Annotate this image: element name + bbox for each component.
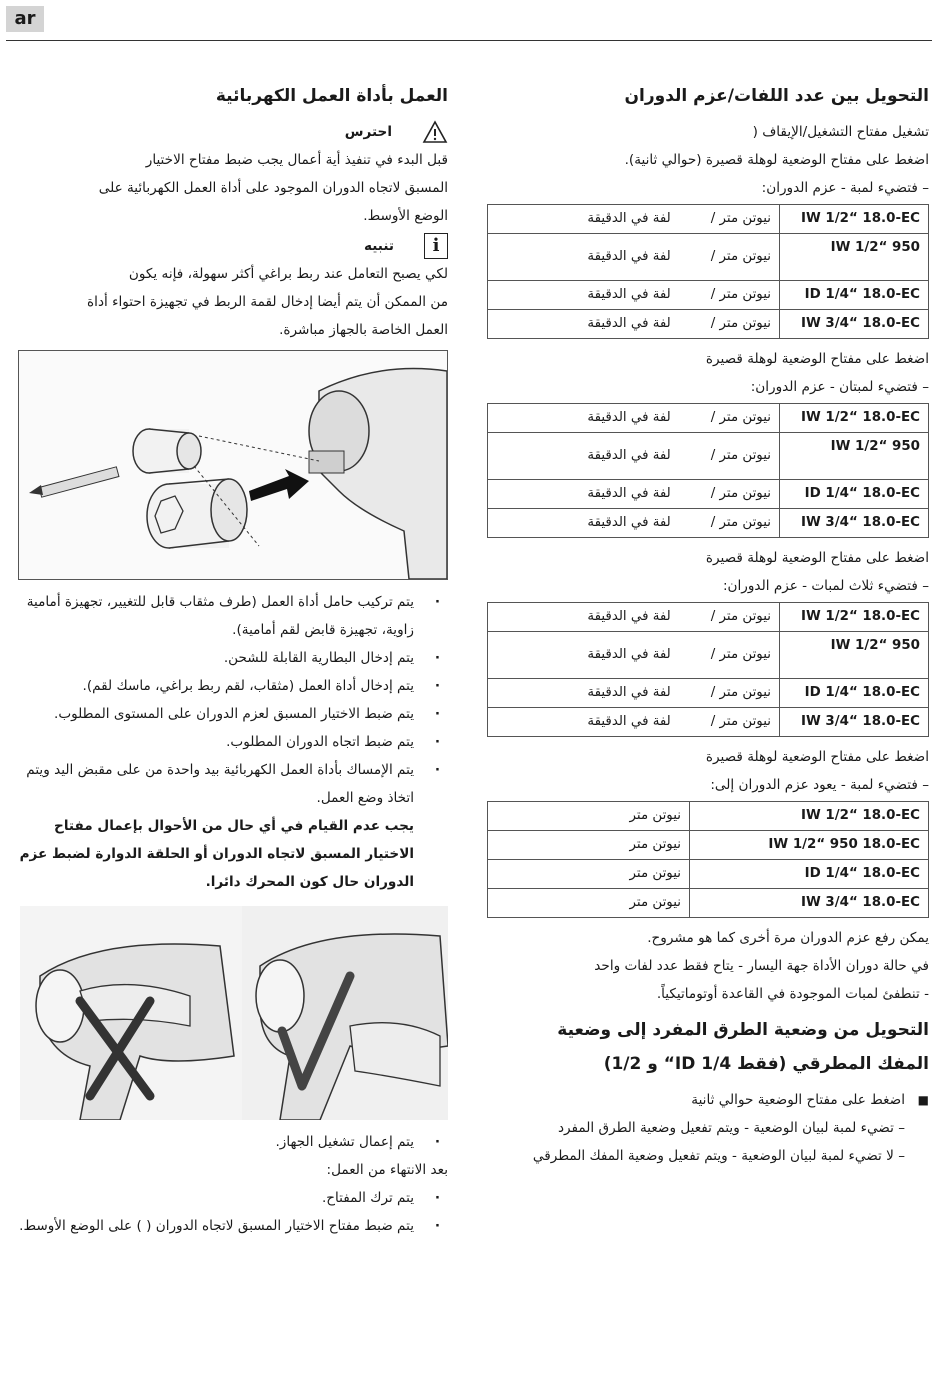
model-cell: IW 1/2“ 18.0-EC bbox=[780, 205, 929, 234]
bit-insertion-drawing bbox=[19, 351, 447, 579]
model-cell: IW 1/2“ 18.0-EC bbox=[780, 603, 929, 632]
unit-rpm: لفة في الدقيقة bbox=[587, 515, 671, 530]
after-work-label: بعد الانتهاء من العمل: bbox=[326, 1162, 448, 1178]
right-section-title: التحويل بين عدد اللفات/عزم الدوران bbox=[624, 86, 929, 106]
step-item: · يتم ترك المفتاح. bbox=[8, 1184, 448, 1212]
step-item: · يتم ضبط اتجاه الدوران المطلوب. bbox=[8, 728, 448, 756]
left-section-title: العمل بأداة العمل الكهربائية bbox=[215, 86, 448, 106]
right-section-title-2-line-2: المفك المطرقي (فقط ID 1/4“ و 1/2) bbox=[603, 1054, 929, 1074]
unit-rpm: لفة في الدقيقة bbox=[587, 685, 671, 700]
right-column bbox=[487, 82, 929, 1170]
step-item: · يتم إعمال تشغيل الجهاز. bbox=[8, 1128, 448, 1156]
model-cell: ID 1/4“ 18.0-EC bbox=[780, 679, 929, 708]
intro-line-1: تشغيل مفتاح التشغيل/الإيقاف ( bbox=[752, 124, 929, 140]
model-cell: IW 3/4“ 18.0-EC bbox=[690, 889, 929, 918]
model-cell: IW 1/2“ 950 18.0-EC bbox=[690, 831, 929, 860]
unit-rpm: لفة في الدقيقة bbox=[587, 486, 671, 501]
note-line-3: العمل الخاصة بالجهاز مباشرة. bbox=[279, 322, 448, 338]
bold-warning-text: يجب عدم القيام في أي حال من الأحوال بإعمال مفتاح الاختيار المسبق لاتجاه الدوران أو الحلقة الدوارة لضبط عزم الدوران حال كون المحرك دائرا. bbox=[19, 818, 414, 890]
unit-rpm: لفة في الدقيقة bbox=[587, 287, 671, 302]
table-row bbox=[488, 205, 929, 234]
note-line-2: من الممكن أن يتم أيضا إدخال لقمة الربط في تجهيزة احتواء أداة bbox=[87, 294, 448, 310]
unit-nm: نيوتن متر / bbox=[710, 486, 771, 501]
square-bullet-line: ■ اضغط على مفتاح الوضعية حوالي ثانية bbox=[487, 1086, 929, 1114]
unit-nm-cell: نيوتن متر bbox=[488, 802, 690, 831]
table-row bbox=[488, 679, 929, 708]
model-cell: ID 1/4“ 18.0-EC bbox=[780, 480, 929, 509]
unit-nm: نيوتن متر / bbox=[710, 249, 771, 264]
unit-rpm: لفة في الدقيقة bbox=[587, 410, 671, 425]
unit-nm-cell: نيوتن متر bbox=[488, 889, 690, 918]
table-row bbox=[488, 509, 929, 538]
press-short-line: اضغط على مفتاح الوضعية لوهلة قصيرة bbox=[705, 749, 929, 765]
lamp-two-line: – فتضيء لمبتان - عزم الدوران: bbox=[750, 379, 929, 395]
unit-nm: نيوتن متر / bbox=[710, 287, 771, 302]
note-label: تنبيه bbox=[364, 238, 394, 254]
final-steps-list bbox=[8, 1184, 448, 1240]
unit-rpm: لفة في الدقيقة bbox=[587, 448, 671, 463]
spec-table-two-lamps bbox=[487, 403, 929, 538]
after-table-line-3: - تنطفئ لمبات الموجودة في القاعدة أوتوماتيكياً. bbox=[656, 986, 929, 1002]
model-cell: IW 1/2“ 18.0-EC bbox=[690, 802, 929, 831]
unit-rpm: لفة في الدقيقة bbox=[587, 609, 671, 624]
model-cell: IW 1/2“ 950 bbox=[780, 632, 929, 679]
step-item: · يتم ضبط الاختيار المسبق لعزم الدوران على المستوى المطلوب. bbox=[8, 700, 448, 728]
bit-insertion-illustration bbox=[18, 350, 448, 580]
operation-steps-list bbox=[8, 588, 448, 812]
header-rule bbox=[6, 40, 932, 41]
model-cell: IW 3/4“ 18.0-EC bbox=[780, 310, 929, 339]
spec-table-one-lamp bbox=[487, 204, 929, 339]
table-row bbox=[488, 632, 929, 679]
table-row bbox=[488, 860, 929, 889]
unit-rpm: لفة في الدقيقة bbox=[587, 249, 671, 264]
step-item: · يتم ضبط مفتاح الاختيار المسبق لاتجاه الدوران ( ) على الوضع الأوسط. bbox=[8, 1212, 448, 1240]
unit-nm: نيوتن متر / bbox=[710, 714, 771, 729]
after-figure-steps bbox=[8, 1128, 448, 1156]
unit-rpm: لفة في الدقيقة bbox=[587, 647, 671, 662]
caution-label: احترس bbox=[344, 124, 392, 140]
caution-heading bbox=[8, 118, 448, 146]
table-row bbox=[488, 404, 929, 433]
table-row bbox=[488, 433, 929, 480]
note-line-1: لكي يصبح التعامل عند ربط براغي أكثر سهولة، فإنه يكون bbox=[128, 266, 448, 282]
grip-comparison-drawing bbox=[20, 906, 448, 1120]
unit-nm: نيوتن متر / bbox=[710, 211, 771, 226]
unit-nm: نيوتن متر / bbox=[710, 316, 771, 331]
step-item: · يتم الإمساك بأداة العمل الكهربائية بيد واحدة من على مقبض اليد ويتم اتخاذ وضع العمل. bbox=[8, 756, 448, 812]
unit-nm: نيوتن متر / bbox=[710, 685, 771, 700]
left-column bbox=[8, 82, 448, 1240]
language-tag: ar bbox=[6, 6, 44, 32]
unit-nm-cell: نيوتن متر bbox=[488, 831, 690, 860]
table-row bbox=[488, 708, 929, 737]
caution-line-1: قبل البدء في تنفيذ أية أعمال يجب ضبط مفتاح الاختيار bbox=[145, 152, 448, 168]
caution-line-3: الوضع الأوسط. bbox=[363, 208, 448, 224]
step-item: · يتم تركيب حامل أداة العمل (طرف مثقاب قابل للتغيير، تجهيزة أمامية زاوية، تجهيزة قابض لقم أمامية). bbox=[8, 588, 448, 644]
table-row bbox=[488, 480, 929, 509]
intro-line-2: اضغط على مفتاح الوضعية لوهلة قصيرة (حوالي ثانية). bbox=[624, 152, 929, 168]
lamp-three-line: – فتضيء ثلاث لمبات - عزم الدوران: bbox=[722, 578, 929, 594]
table-row bbox=[488, 802, 929, 831]
caution-line-2: المسبق لاتجاه الدوران الموجود على أداة العمل الكهربائية على bbox=[98, 180, 448, 196]
step-item: · يتم إدخال أداة العمل (مثقاب، لقم ربط براغي، ماسك لقم). bbox=[8, 672, 448, 700]
grip-comparison-illustration bbox=[20, 906, 448, 1120]
info-icon: i bbox=[424, 233, 448, 259]
unit-rpm: لفة في الدقيقة bbox=[587, 211, 671, 226]
spec-table-three-lamps bbox=[487, 602, 929, 737]
model-cell: ID 1/4“ 18.0-EC bbox=[690, 860, 929, 889]
table-row bbox=[488, 831, 929, 860]
unit-nm: نيوتن متر / bbox=[710, 410, 771, 425]
dash-line-1: – تضيء لمبة لبيان الوضعية - ويتم تفعيل وضعية الطرق المفرد bbox=[558, 1120, 905, 1136]
table-row bbox=[488, 281, 929, 310]
table-row bbox=[488, 234, 929, 281]
unit-nm: نيوتن متر / bbox=[710, 515, 771, 530]
model-cell: IW 3/4“ 18.0-EC bbox=[780, 509, 929, 538]
unit-rpm: لفة في الدقيقة bbox=[587, 714, 671, 729]
intro-line-3: – فتضيء لمبة - عزم الدوران: bbox=[761, 180, 929, 196]
step-item: · يتم إدخال البطارية القابلة للشحن. bbox=[8, 644, 448, 672]
note-heading bbox=[8, 232, 448, 260]
model-cell: IW 1/2“ 18.0-EC bbox=[780, 404, 929, 433]
press-short-line: اضغط على مفتاح الوضعية لوهلة قصيرة bbox=[705, 351, 929, 367]
right-section-title-2-line-1: التحويل من وضعية الطرق المفرد إلى وضعية bbox=[557, 1020, 929, 1040]
lamp-one-return-line: – فتضيء لمبة - يعود عزم الدوران إلى: bbox=[710, 777, 929, 793]
table-row bbox=[488, 603, 929, 632]
model-cell: IW 1/2“ 950 bbox=[780, 234, 929, 281]
dash-line-2: – لا تضيء لمبة لبيان الوضعية - ويتم تفعيل وضعية المفك المطرقي bbox=[532, 1148, 905, 1164]
press-short-line: اضغط على مفتاح الوضعية لوهلة قصيرة bbox=[705, 550, 929, 566]
unit-rpm: لفة في الدقيقة bbox=[587, 316, 671, 331]
spec-table-return bbox=[487, 801, 929, 918]
table-row bbox=[488, 889, 929, 918]
unit-nm: نيوتن متر / bbox=[710, 647, 771, 662]
model-cell: IW 3/4“ 18.0-EC bbox=[780, 708, 929, 737]
model-cell: ID 1/4“ 18.0-EC bbox=[780, 281, 929, 310]
after-table-line-2: في حالة دوران الأداة جهة اليسار - يتاح فقط عدد لفات واحد bbox=[594, 958, 929, 974]
model-cell: IW 1/2“ 950 bbox=[780, 433, 929, 480]
unit-nm-cell: نيوتن متر bbox=[488, 860, 690, 889]
warning-triangle-icon bbox=[422, 120, 448, 144]
after-table-line-1: يمكن رفع عزم الدوران مرة أخرى كما هو مشروح. bbox=[647, 930, 929, 946]
unit-nm: نيوتن متر / bbox=[710, 609, 771, 624]
unit-nm: نيوتن متر / bbox=[710, 448, 771, 463]
table-row bbox=[488, 310, 929, 339]
